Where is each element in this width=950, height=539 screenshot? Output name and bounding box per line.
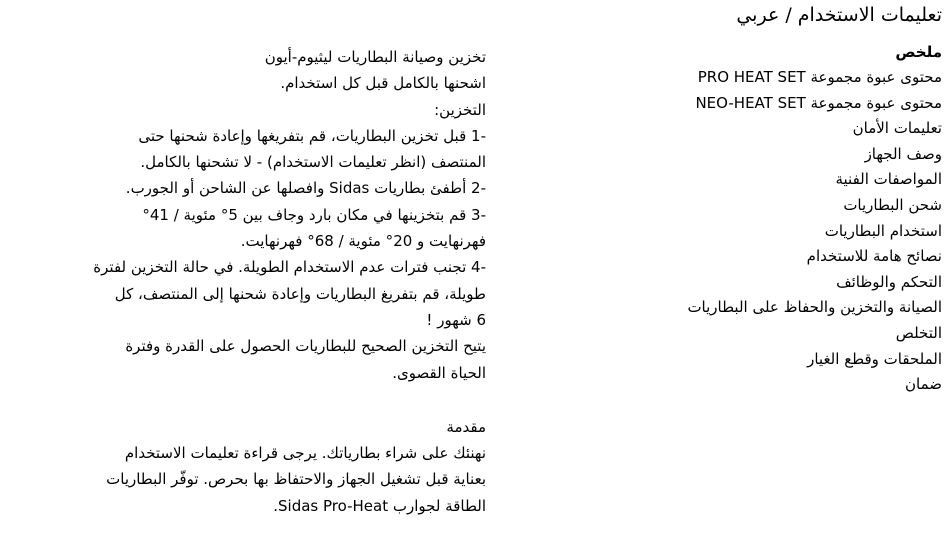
toc-item: تعليمات الأمان [852, 119, 942, 138]
storage-line: -4 تجنب فترات عدم الاستخدام الطويلة. في حالة التخزين لفترة [93, 258, 486, 277]
toc-item: محتوى عبوة مجموعة NEO-HEAT SET [695, 93, 942, 112]
intro-heading: مقدمة [446, 417, 486, 436]
toc-item: نصائح هامة للاستخدام [806, 247, 942, 266]
storage-line: التخزين: [434, 100, 486, 119]
storage-line: -3 قم بتخزينها في مكان بارد وجاف بين 5° مئوية / 41° [142, 205, 486, 224]
toc-item: التحكم والوظائف [836, 272, 942, 291]
storage-heading: تخزين وصيانة البطاريات ليثيوم-أيون [264, 48, 486, 66]
toc-item: التخلص [895, 323, 942, 342]
storage-line: المنتصف (انظر تعليمات الاستخدام) - لا تشحنها بالكامل. [140, 153, 486, 172]
toc-item: شحن البطاريات [843, 195, 942, 214]
intro-line: الطاقة لجوارب Sidas Pro-Heat. [273, 496, 486, 515]
toc-item: المواصفات الفنية [835, 170, 942, 189]
toc-heading: ملخص [895, 43, 942, 61]
intro-line: نهنئك على شراء بطارياتك. يرجى قراءة تعليمات الاستخدام [124, 444, 486, 463]
intro-line: بعناية قبل تشغيل الجهاز والاحتفاظ بها بحرص. توفّر البطاريات [106, 470, 486, 489]
section-spacer [68, 386, 486, 414]
storage-line: -2 أطفئ بطاريات Sidas وافصلها عن الشاحن أو الجورب. [125, 179, 486, 198]
storage-line: الحياة القصوى. [392, 363, 486, 382]
content-column [68, 44, 486, 519]
storage-line: 6 شهور ! [426, 310, 486, 329]
toc-item: محتوى عبوة مجموعة PRO HEAT SET [697, 68, 942, 86]
intro-section [68, 414, 486, 519]
storage-line: -1 قبل تخزين البطاريات، قم بتفريغها وإعادة شحنها حتى [138, 126, 486, 145]
storage-line: اشحنها بالكامل قبل كل استخدام. [280, 74, 486, 93]
storage-section [68, 44, 486, 386]
table-of-contents [612, 40, 942, 398]
page-title: تعليمات الاستخدام / عربي [736, 4, 942, 26]
storage-line: طويلة، قم بتفريغ البطاريات وإعادة شحنها إلى المنتصف، كل [114, 284, 486, 303]
toc-item: ضمان [905, 375, 942, 394]
toc-item: استخدام البطاريات [824, 221, 942, 240]
toc-item: وصف الجهاز [864, 144, 942, 163]
storage-line: يتيح التخزين الصحيح للبطاريات الحصول على القدرة وفترة [125, 337, 486, 356]
toc-item: الملحقات وقطع الغيار [807, 349, 942, 368]
toc-item: الصيانة والتخزين والحفاظ على البطاريات [687, 298, 942, 317]
storage-line: فهرنهايت و 20° مئوية / 68° فهرنهايت. [240, 232, 486, 251]
